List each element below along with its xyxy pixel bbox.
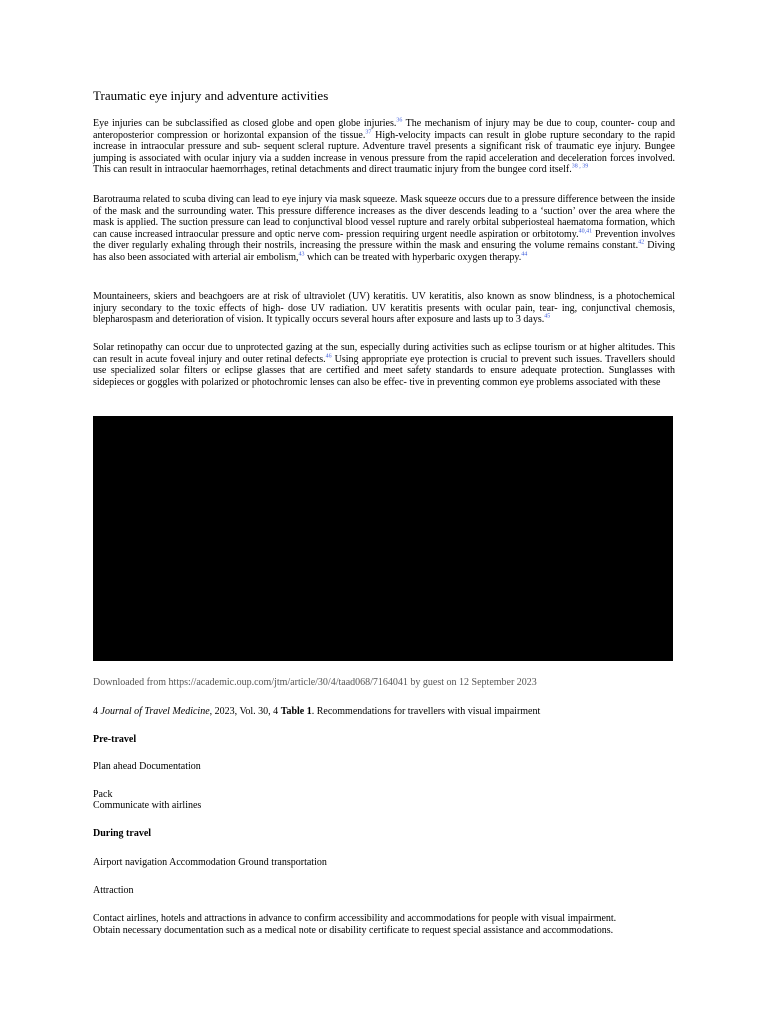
reference-link[interactable]: 45 xyxy=(544,313,551,320)
journal-citation: , 2023, Vol. 30, 4 xyxy=(209,706,281,717)
section-title: Traumatic eye injury and adventure activities xyxy=(93,88,329,103)
paragraph-solar-retinopathy: Solar retinopathy can occur due to unprotected gazing at the sun, especially during activities such as eclipse tourism or at higher altitudes. This can result in acute foveal injury and outer retinal defects.$^{46}$ Using appropriate eye protection is crucial to prevent such issues. Travellers should use specialized solar filters or eclipse glasses that are certified and meet safety standards to ensure adequate protection. Sunglasses with sidepieces or goggles with polarized or photochromic lenses can also be effec- tive in preventing common eye problems associated with these xyxy=(93,342,675,388)
reference-link[interactable]: 43 xyxy=(298,251,305,258)
paragraph-barotrauma: Barotrauma related to scuba diving can lead to eye injury via mask squeeze. Mask squeeze occurs due to a pressure difference between the inside of the mask and the surrounding water. This pressure difference increases as the diver descends leading to a ‘suction’ over the area where the mask is applied. The suction pressure can lead to conjunctival blood vessel rupture and rarely orbital subperiosteal haematoma formation, which can cause increased intraocular pressure and optic nerve com- pression requiring urgent needle aspiration or orbitotomy.$^{40,41}$ Prevention involves the diver regularly exhaling through their nostrils, increasing the pressure within the mask and ensuring the volume remains constant.$^{42}$ Diving has also been associated with arterial air embolism,$^{43}$ which can be treated with hyperbaric oxygen therapy.$^{44}$ xyxy=(93,194,676,263)
reference-link[interactable]: 40,41 xyxy=(578,228,593,235)
page-footer xyxy=(93,706,540,718)
table-caption: . Recommendations for travellers with visual impairment xyxy=(311,706,541,717)
paragraph-eye-injuries: Eye injuries can be subclassified as closed globe and open globe injuries.$^{36}$ The mechanism of injury may be due to coup, counter- coup and anteroposterior compression or horizontal expansion of the tissue.$^{37}$ High-velocity impacts can result in globe rupture secondary to the rapid increase in intraocular pressure and sub- sequent scleral rupture. Adventure travel presents a significant risk of traumatic eye injury. Bungee jumping is associated with ocular injury via a sudden increase in venous pressure from the rapid acceleration and deceleration forces involved. This can result in intraocular haemorrhages, retinal detachments and direct traumatic injury from the bungee cord itself.$^{38 , 39}$ xyxy=(93,117,675,175)
pre-travel-row: Plan ahead Documentation xyxy=(93,761,201,772)
paragraph-uv-keratitis: Mountaineers, skiers and beachgoers are at risk of ultraviolet (UV) keratitis. UV keratitis, also known as snow blindness, is a photochemical injury secondary to the toxic effects of high- dose UV radiation. UV keratitis presents with ocular pain, tear- ing, conjunctival chemosis, blepharospasm and deterioration of vision. It typically occurs several hours after exposure and lasts up to 3 days.$^{45}$ xyxy=(93,291,675,325)
page-number: 4 xyxy=(93,706,101,717)
table-label: Table 1 xyxy=(280,706,312,717)
table-note-1: Contact airlines, hotels and attractions in advance to confirm accessibility and accommodations for people with visual impairment. xyxy=(93,913,617,924)
pre-travel-heading: Pre-travel xyxy=(93,734,137,745)
during-travel-heading: During travel xyxy=(93,828,152,839)
reference-link[interactable]: 42 xyxy=(638,239,645,246)
during-travel-row: Airport navigation Accommodation Ground transportation xyxy=(93,857,327,868)
reference-link[interactable]: 37 xyxy=(365,129,372,136)
pack-item: Pack xyxy=(93,789,113,800)
reference-link[interactable]: 46 xyxy=(325,353,332,360)
figure-placeholder xyxy=(93,416,673,661)
reference-link[interactable]: 36 xyxy=(396,117,403,124)
reference-link[interactable]: 38 , 39 xyxy=(571,163,589,170)
table-note-2: Obtain necessary documentation such as a medical note or disability certificate to request special assistance and accommodations. xyxy=(93,925,614,936)
attraction-item: Attraction xyxy=(93,885,134,896)
reference-link[interactable]: 44 xyxy=(521,251,528,258)
download-note: Downloaded from https://academic.oup.com/jtm/article/30/4/taad068/7164041 by guest on 12 September 2023 xyxy=(93,677,537,688)
journal-name: Journal of Travel Medicine xyxy=(100,706,210,717)
communicate-item: Communicate with airlines xyxy=(93,800,202,811)
